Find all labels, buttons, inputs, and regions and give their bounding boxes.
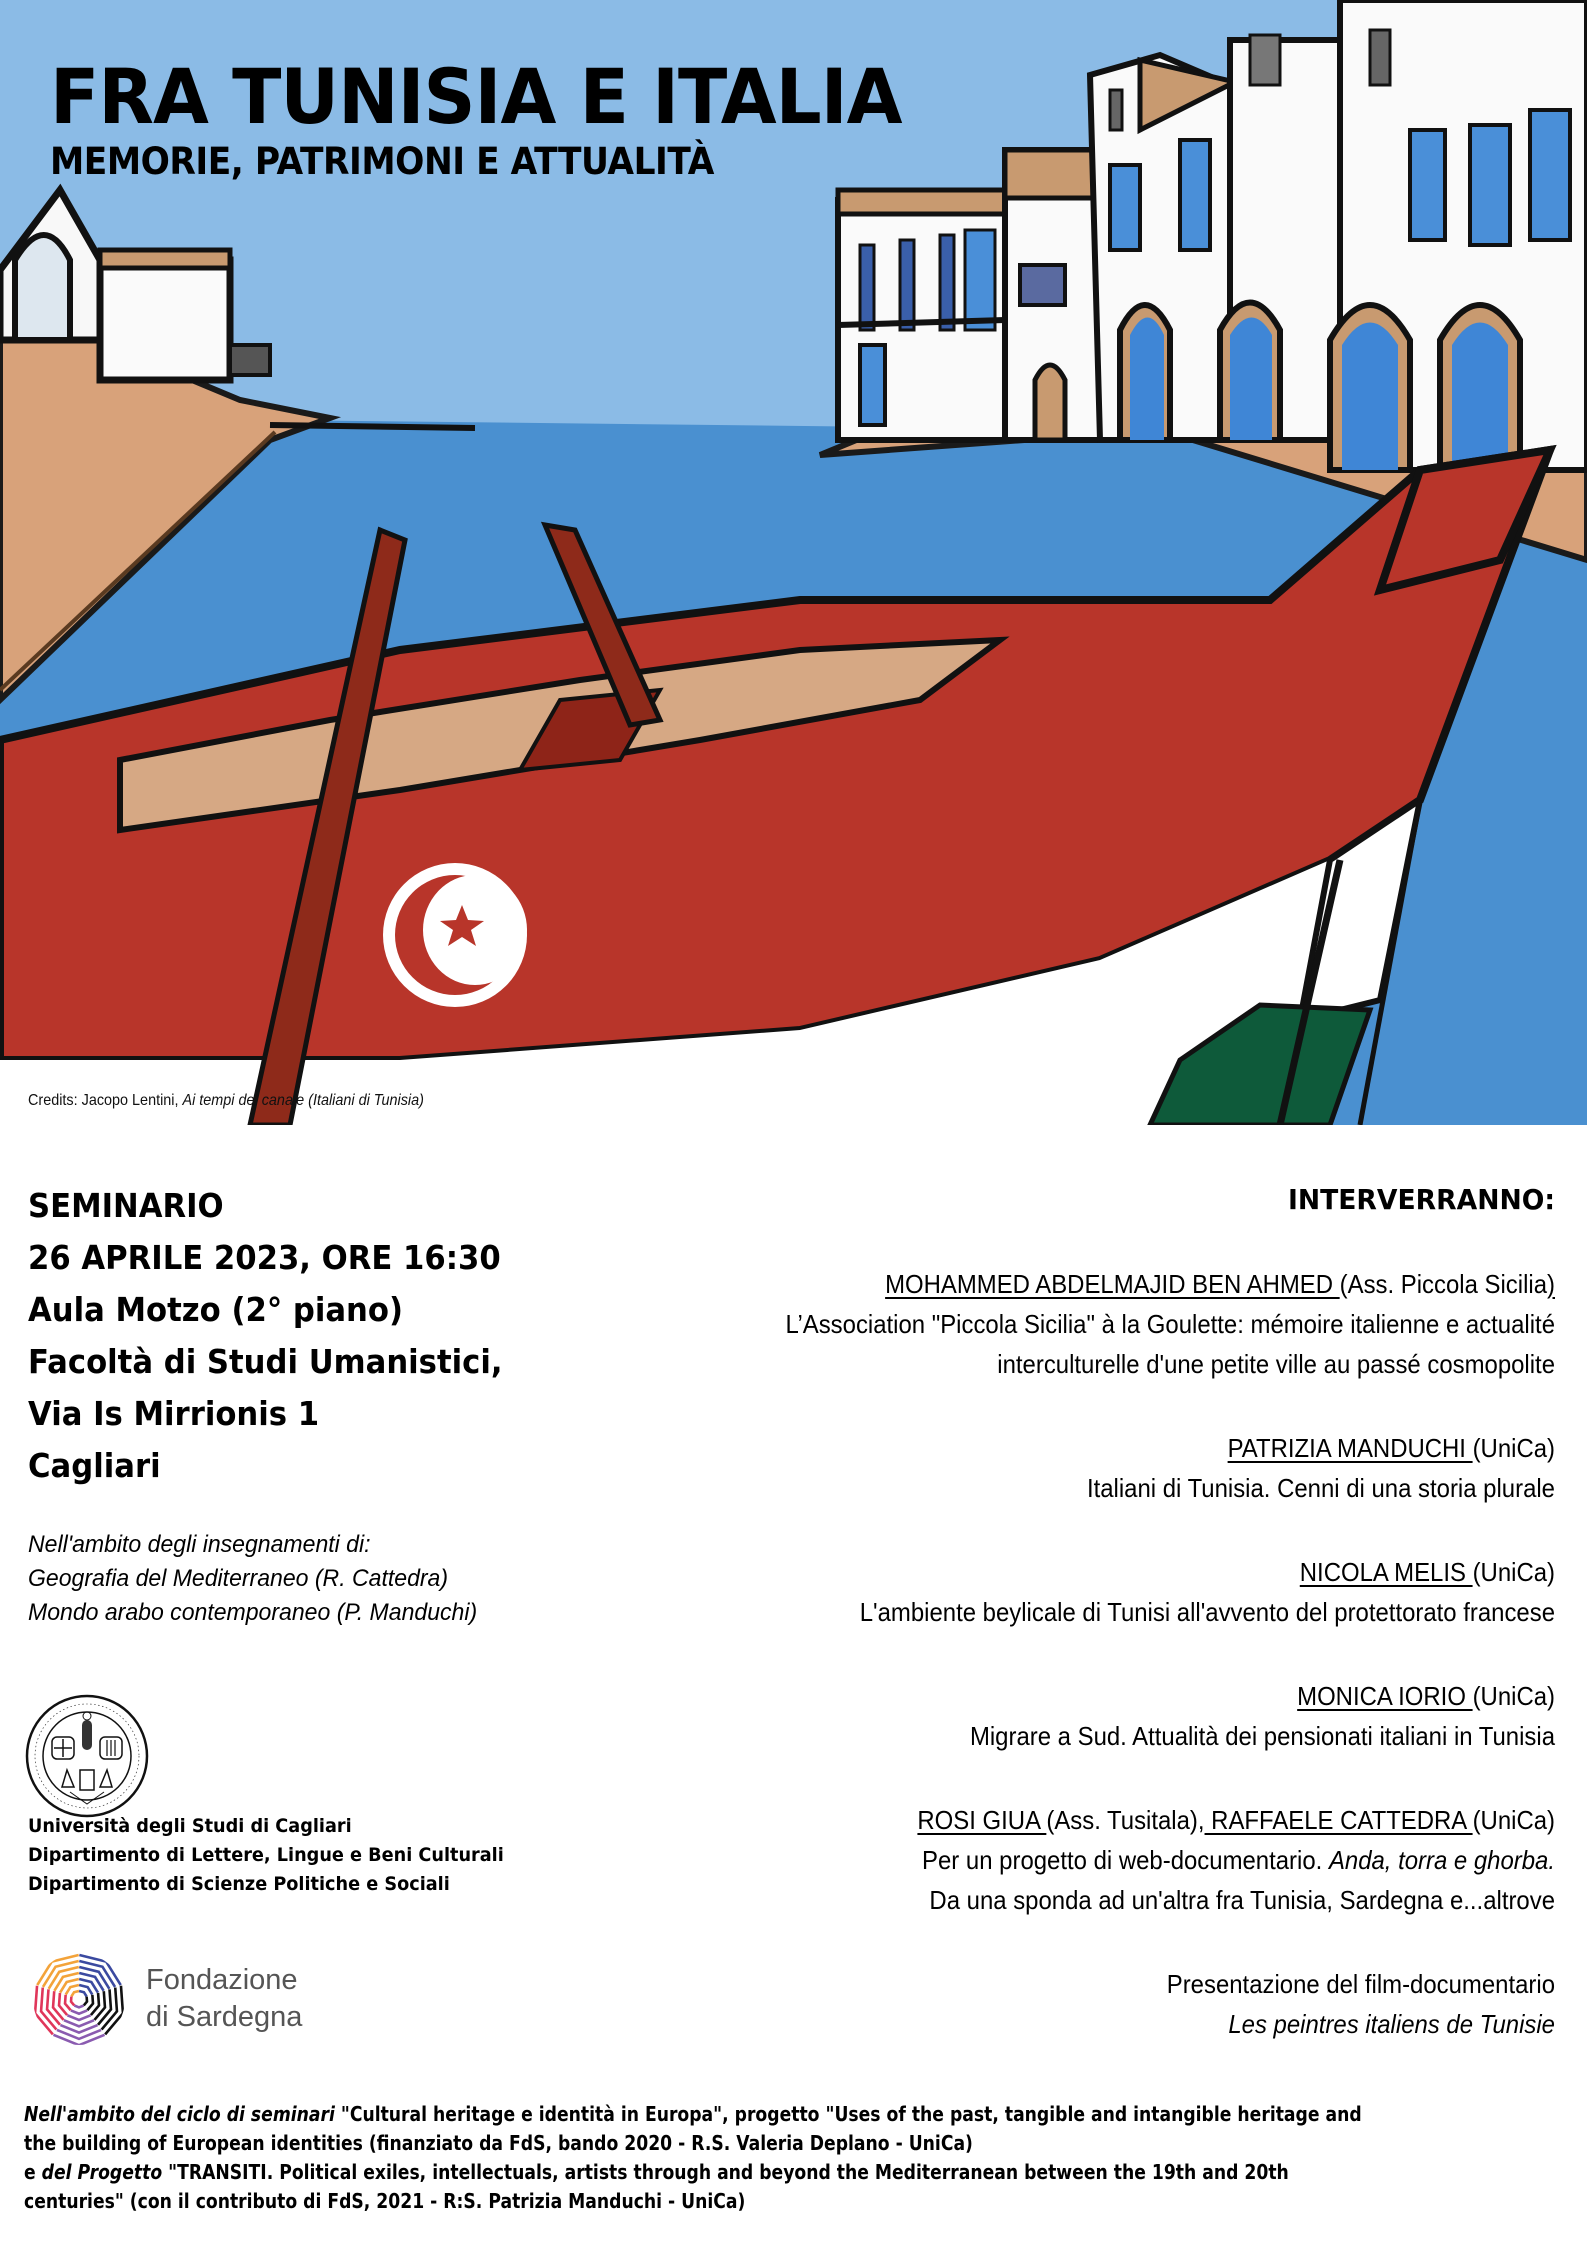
talk-title: L'ambiente beylicale di Tunisi all'avvento del protettorato francese	[859, 1597, 1555, 1627]
courses-block	[28, 1528, 477, 1630]
speaker-name-2: RAFFAELE CATTEDRA	[1204, 1805, 1473, 1835]
talk-title-cont: Da una sponda ad un'altra fra Tunisia, Sardegna e...altrove	[929, 1885, 1555, 1915]
logo-stripe	[84, 1997, 87, 2006]
speaker-affiliation: (Ass. Tusitala),	[1046, 1805, 1205, 1835]
footer-conjunction: e	[24, 2160, 42, 2184]
university-departments	[28, 1812, 504, 1899]
speaker-entry	[595, 1428, 1555, 1508]
credits-artwork-title: Ai tempi del canale (Italiani di Tunisia)	[182, 1092, 424, 1109]
footer-line-1: "Cultural heritage e identità in Europa", progetto "Uses of the past, tangible and intangible heritage and	[334, 2102, 1362, 2126]
sponsor-line-2: di Sardegna	[146, 2001, 303, 2033]
footer-intro-italic: Nell'ambito del ciclo di seminari	[24, 2102, 335, 2126]
poster-title: FRA TUNISIA E ITALIA	[50, 52, 902, 141]
talk-title: Per un progetto di web-documentario.	[922, 1845, 1329, 1875]
fondazione-sardegna-logo	[32, 1952, 126, 2046]
credits-prefix: Credits: Jacopo Lentini,	[28, 1092, 183, 1109]
logo-stripe	[71, 1997, 74, 2006]
logo-stripe	[79, 1991, 87, 1996]
speaker-name: MOHAMMED ABDELMAJID BEN AHMED	[885, 1269, 1340, 1299]
logo-stripe	[74, 2006, 83, 2008]
logo-stripe	[71, 1991, 79, 1996]
speaker-entry	[595, 1800, 1555, 1920]
department-name: Dipartimento di Scienze Politiche e Sociali	[28, 1873, 450, 1895]
poster-subtitle: MEMORIE, PATRIMONI E ATTUALITÀ	[50, 140, 714, 183]
speaker-affiliation: (Ass. Piccola Sicilia	[1339, 1269, 1548, 1299]
speaker-affiliation: (UniCa)	[1472, 1681, 1555, 1711]
speaker-name: PATRIZIA MANDUCHI	[1227, 1433, 1473, 1463]
speaker-affiliation-2: (UniCa)	[1472, 1805, 1555, 1835]
footer-line-4: centuries" (con il contributo di FdS, 2021 - R:S. Patrizia Manduchi - UniCa)	[24, 2189, 746, 2213]
talk-title-italic: Anda, torra e ghorba.	[1328, 1845, 1555, 1875]
footer-line-2: the building of European identities (finanziato da FdS, bando 2020 - R.S. Valeria Deplano - UniCa)	[24, 2131, 973, 2155]
talk-title: Italiani di Tunisia. Cenni di una storia plurale	[1086, 1473, 1555, 1503]
logo-stripe	[65, 1995, 71, 2010]
course-item: Geografia del Mediterraneo (R. Cattedra)	[28, 1565, 449, 1592]
logo-stripe	[105, 1986, 123, 2035]
fondazione-sardegna-name	[146, 1962, 302, 2036]
logo-stripe	[71, 2010, 87, 2013]
footer-funding-note	[24, 2100, 1362, 2216]
speaker-entry	[595, 1552, 1555, 1632]
event-room: Aula Motzo (2° piano)	[28, 1290, 404, 1329]
speaker-entry	[595, 1264, 1555, 1384]
courses-intro: Nell'ambito degli insegnamenti di:	[28, 1531, 371, 1558]
talk-title: L’Association "Piccola Sicilia" à la Goulette: mémoire italienne e actualité	[785, 1309, 1555, 1339]
speaker-entry	[595, 1676, 1555, 1756]
department-name: Dipartimento di Lettere, Lingue e Beni Culturali	[28, 1844, 504, 1866]
event-faculty: Facoltà di Studi Umanistici,	[28, 1342, 503, 1381]
speaker-affiliation-end: )	[1547, 1269, 1555, 1299]
speaker-name: ROSI GIUA	[917, 1805, 1047, 1835]
speakers-list	[595, 1180, 1555, 2044]
illustration-credits	[28, 1092, 424, 1110]
logo-stripe	[87, 1995, 93, 2010]
speaker-affiliation: (UniCa)	[1472, 1557, 1555, 1587]
event-date-time: 26 APRILE 2023, ORE 16:30	[28, 1238, 501, 1277]
sponsor-line-1: Fondazione	[146, 1964, 298, 1996]
speaker-name: MONICA IORIO	[1297, 1681, 1473, 1711]
course-item: Mondo arabo contemporaneo (P. Manduchi)	[28, 1599, 478, 1626]
talk-title: Migrare a Sud. Attualità dei pensionati italiani in Tunisia	[969, 1721, 1555, 1751]
logo-stripe	[67, 2015, 90, 2020]
talk-title-cont: interculturelle d'une petite ville au passé cosmopolite	[997, 1349, 1555, 1379]
tunisian-flag-emblem	[383, 863, 527, 1007]
event-address: Via Is Mirrionis 1	[28, 1394, 320, 1433]
event-city: Cagliari	[28, 1446, 161, 1485]
event-details	[28, 1180, 503, 1492]
logo-stripe	[35, 1986, 53, 2035]
film-title: Les peintres italiens de Tunisie	[1228, 2009, 1555, 2039]
speaker-affiliation: (UniCa)	[1472, 1433, 1555, 1463]
footer-project-italic: del Progetto	[41, 2160, 163, 2184]
footer-line-3: "TRANSITI. Political exiles, intellectuals, artists through and beyond the Mediterranean between the 19th and 20th	[162, 2160, 1289, 2184]
speaker-name: NICOLA MELIS	[1299, 1557, 1473, 1587]
university-name: Università degli Studi di Cagliari	[28, 1815, 352, 1837]
event-type: SEMINARIO	[28, 1186, 224, 1225]
film-presentation-intro: Presentazione del film-documentario	[1166, 1969, 1555, 1999]
university-seal-logo	[22, 1692, 152, 1820]
speakers-header: INTERVERRANNO:	[1287, 1183, 1555, 1216]
